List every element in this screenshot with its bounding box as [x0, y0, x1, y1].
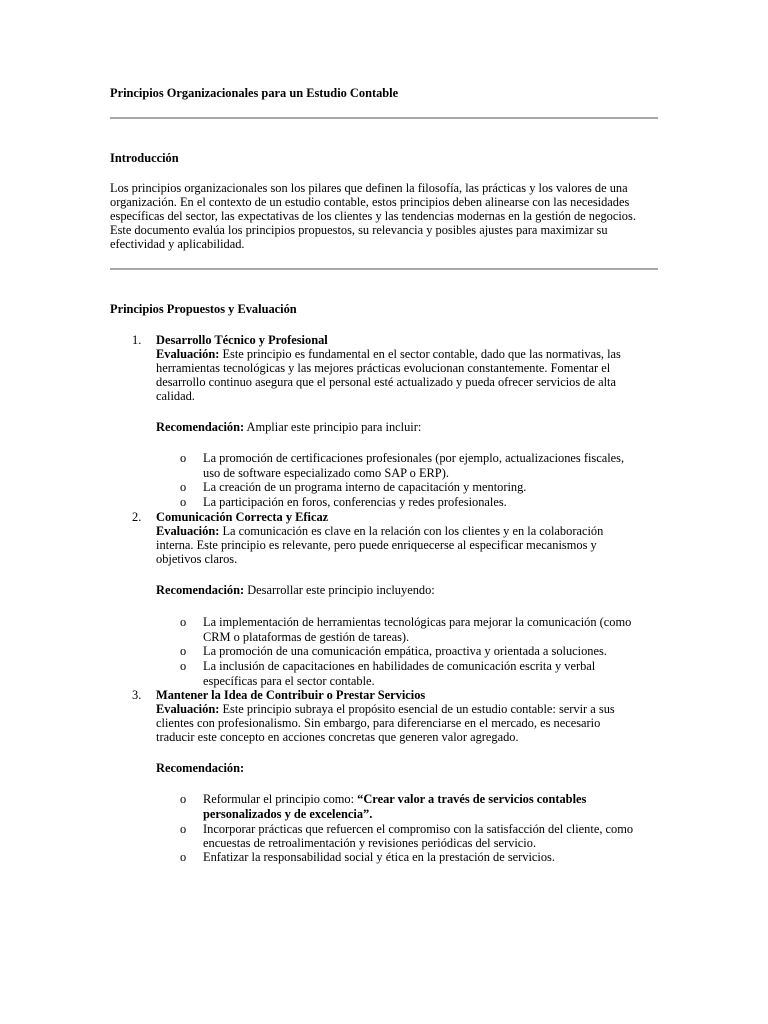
principle-1-number: 1.: [132, 333, 142, 347]
principle-1-recommendation: [156, 420, 421, 435]
bullet-marker: o: [180, 659, 187, 673]
list-item: Enfatizar la responsabilidad social y ética en la prestación de servicios.: [203, 850, 555, 864]
recommendation-label: Recomendación:: [156, 420, 245, 434]
intro-paragraph-line: específicas del sector, las expectativas de los clientes y las tendencias modernas en la gestión de negocios.: [110, 209, 636, 223]
recommendation-label: Recomendación:: [156, 761, 245, 775]
evaluation-label: Evaluación:: [156, 347, 220, 361]
principle-1-evaluation-line: herramientas tecnológicas y las mejores prácticas evolucionan constantemente. Fomentar el: [156, 361, 611, 375]
list-item: La implementación de herramientas tecnológicas para mejorar la comunicación (como: [203, 615, 632, 629]
list-item: [203, 792, 586, 807]
recommendation-label: Recomendación:: [156, 583, 245, 597]
principle-2-evaluation-line: objetivos claros.: [156, 552, 238, 566]
evaluation-label: Evaluación:: [156, 524, 220, 538]
bullet-marker: o: [180, 850, 187, 864]
bullet-marker: o: [180, 822, 187, 836]
list-item-text: Reformular el principio como:: [203, 792, 358, 806]
principle-1-evaluation-line: calidad.: [156, 389, 195, 403]
recommendation-text: Ampliar este principio para incluir:: [244, 420, 422, 434]
document-title: Principios Organizacionales para un Estudio Contable: [110, 86, 399, 100]
list-item: Incorporar prácticas que refuercen el compromiso con la satisfacción del cliente, como: [203, 822, 634, 836]
intro-paragraph-line: Este documento evalúa los principios propuestos, su relevancia y posibles ajustes para maximizar su: [110, 223, 608, 237]
intro-heading: Introducción: [110, 151, 179, 165]
intro-paragraph-line: Los principios organizacionales son los pilares que definen la filosofía, las prácticas y los valores de una: [110, 181, 628, 195]
principle-3-evaluation-line: traducir este concepto en acciones concretas que generen valor agregado.: [156, 730, 519, 744]
principle-3-number: 3.: [132, 688, 142, 702]
bullet-marker: o: [180, 792, 187, 806]
section-heading: Principios Propuestos y Evaluación: [110, 302, 297, 316]
evaluation-label: Evaluación:: [156, 702, 220, 716]
bullet-marker: o: [180, 495, 187, 509]
bullet-marker: o: [180, 644, 187, 658]
bullet-marker: o: [180, 615, 187, 629]
list-item: La participación en foros, conferencias y redes profesionales.: [203, 495, 507, 509]
bullet-marker: o: [180, 480, 187, 494]
list-item-emphasis: “Crear valor a través de servicios contables: [357, 792, 587, 806]
bullet-marker: o: [180, 451, 187, 465]
principle-3-title: Mantener la Idea de Contribuir o Prestar Servicios: [156, 688, 426, 702]
list-item: La inclusión de capacitaciones en habilidades de comunicación escrita y verbal: [203, 659, 596, 673]
principle-3-evaluation-line: clientes con profesionalismo. Sin embargo, para diferenciarse en el mercado, es necesario: [156, 716, 601, 730]
divider-middle: [110, 268, 658, 270]
principle-2-title: Comunicación Correcta y Eficaz: [156, 510, 329, 524]
list-item-continuation: uso de software especializado como SAP o ERP).: [203, 466, 449, 480]
principle-3-evaluation-line: [156, 702, 615, 717]
intro-paragraph-line: efectividad y aplicabilidad.: [110, 237, 245, 251]
principle-1-title: Desarrollo Técnico y Profesional: [156, 333, 328, 347]
list-item-continuation: encuestas de retroalimentación y revisiones periódicas del servicio.: [203, 836, 537, 850]
evaluation-text: Este principio es fundamental en el sector contable, dado que las normativas, las: [219, 347, 621, 361]
divider-top: [110, 117, 658, 119]
evaluation-text: La comunicación es clave en la relación con los clientes y en la colaboración: [219, 524, 604, 538]
intro-paragraph-line: organización. En el contexto de un estudio contable, estos principios deben alinearse con las necesidades: [110, 195, 630, 209]
list-item: La creación de un programa interno de capacitación y mentoring.: [203, 480, 527, 494]
principle-2-evaluation-line: interna. Este principio es relevante, pero puede enriquecerse al especificar mecanismos y: [156, 538, 597, 552]
list-item: La promoción de una comunicación empática, proactiva y orientada a soluciones.: [203, 644, 607, 658]
list-item-continuation: específicas para el sector contable.: [203, 674, 375, 688]
principle-2-evaluation-line: [156, 524, 603, 539]
principle-1-evaluation-line: [156, 347, 621, 362]
principle-1-evaluation-line: desarrollo continuo asegura que el personal esté actualizado y pueda ofrecer servicios de alta: [156, 375, 616, 389]
evaluation-text: Este principio subraya el propósito esencial de un estudio contable: servir a sus: [219, 702, 615, 716]
principle-2-number: 2.: [132, 510, 142, 524]
principle-3-recommendation: [156, 761, 244, 776]
principle-2-recommendation: [156, 583, 435, 598]
list-item-continuation: CRM o plataformas de gestión de tareas).: [203, 630, 410, 644]
recommendation-text: Desarrollar este principio incluyendo:: [244, 583, 435, 597]
list-item-continuation: personalizados y de excelencia”.: [203, 807, 373, 821]
list-item: La promoción de certificaciones profesionales (por ejemplo, actualizaciones fiscales,: [203, 451, 625, 465]
